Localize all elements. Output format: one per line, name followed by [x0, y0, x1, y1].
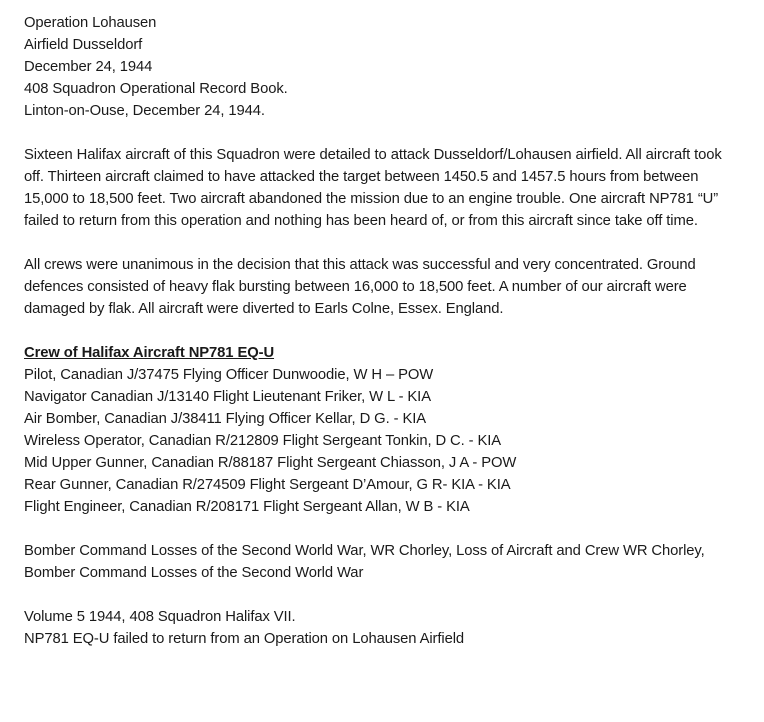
document-header [24, 12, 742, 122]
mission-paragraph: Sixteen Halifax aircraft of this Squadron were detailed to attack Dusseldorf/Lohausen airfield. All aircraft took off. Thirteen aircraft claimed to have attacked the target between 1450.5 and 1457.5 hours from between 15,000 to 18,500 feet. Two aircraft abandoned the mission due to an engine trouble. One aircraft NP781 “U” failed to return from this operation and nothing has been heard of, or from this aircraft since take off time. [24, 147, 722, 229]
crew-heading: Crew of Halifax Aircraft NP781 EQ-U [24, 345, 275, 361]
assessment-paragraph: All crews were unanimous in the decision that this attack was successful and very concentrated. Ground defences consisted of heavy flak bursting between 16,000 to 18,500 feet. A number of our aircraft were damaged by flak. All aircraft were diverted to Earls Colne, Essex. England. [24, 257, 696, 317]
footer-line-failed-return: NP781 EQ-U failed to return from an Operation on Lohausen Airfield [24, 631, 465, 647]
crew-line-pilot: Pilot, Canadian J/37475 Flying Officer Dunwoodie, W H – POW [24, 367, 434, 383]
crew-list [24, 364, 742, 518]
source-paragraph: Bomber Command Losses of the Second World War, WR Chorley, Loss of Aircraft and Crew WR Chorley, Bomber Command Losses of the Second World War [24, 543, 705, 581]
document-footer [24, 606, 742, 650]
header-line-airfield: Airfield Dusseldorf [24, 37, 143, 53]
crew-line-mid-upper-gunner: Mid Upper Gunner, Canadian R/88187 Flight Sergeant Chiasson, J A - POW [24, 455, 517, 471]
crew-line-rear-gunner: Rear Gunner, Canadian R/274509 Flight Sergeant D’Amour, G R- KIA - KIA [24, 477, 511, 493]
header-line-base: Linton-on-Ouse, December 24, 1944. [24, 103, 265, 119]
crew-line-air-bomber: Air Bomber, Canadian J/38411 Flying Officer Kellar, D G. - KIA [24, 411, 426, 427]
crew-line-wireless-operator: Wireless Operator, Canadian R/212809 Flight Sergeant Tonkin, D C. - KIA [24, 433, 502, 449]
header-line-operation: Operation Lohausen [24, 15, 157, 31]
header-line-date: December 24, 1944 [24, 59, 153, 75]
header-line-record-book: 408 Squadron Operational Record Book. [24, 81, 288, 97]
crew-line-navigator: Navigator Canadian J/13140 Flight Lieutenant Friker, W L - KIA [24, 389, 431, 405]
crew-line-flight-engineer: Flight Engineer, Canadian R/208171 Flight Sergeant Allan, W B - KIA [24, 499, 470, 515]
footer-line-volume: Volume 5 1944, 408 Squadron Halifax VII. [24, 609, 296, 625]
